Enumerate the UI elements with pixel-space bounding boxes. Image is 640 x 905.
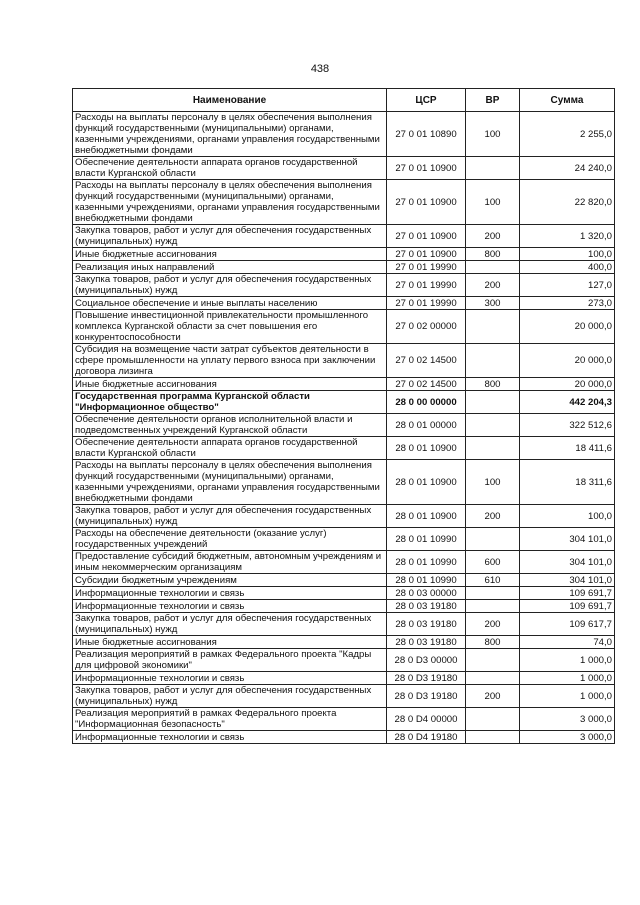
- row-sum-cell: 109 617,7: [520, 613, 615, 636]
- table-row: [73, 297, 615, 310]
- row-sum-cell: 3 000,0: [520, 708, 615, 731]
- row-name-cell: Реализация иных направлений: [73, 261, 387, 274]
- table-row: [73, 672, 615, 685]
- row-csr-cell: 28 0 03 00000: [387, 587, 466, 600]
- row-csr-cell: 28 0 03 19180: [387, 613, 466, 636]
- row-name-cell: Закупка товаров, работ и услуг для обеспечения государственных (муниципальных) нужд: [73, 225, 387, 248]
- row-sum-cell: 109 691,7: [520, 600, 615, 613]
- row-sum-cell: 18 311,6: [520, 460, 615, 505]
- row-vr-cell: [466, 649, 520, 672]
- table-row: [73, 391, 615, 414]
- row-vr-cell: [466, 731, 520, 744]
- row-csr-cell: 27 0 01 10890: [387, 112, 466, 157]
- row-vr-cell: 610: [466, 574, 520, 587]
- row-sum-cell: 2 255,0: [520, 112, 615, 157]
- row-csr-cell: 27 0 01 10900: [387, 248, 466, 261]
- row-name-cell: Реализация мероприятий в рамках Федерального проекта "Кадры для цифровой экономики": [73, 649, 387, 672]
- row-vr-cell: [466, 310, 520, 344]
- table-row: [73, 261, 615, 274]
- row-vr-cell: 100: [466, 460, 520, 505]
- row-vr-cell: [466, 391, 520, 414]
- row-csr-cell: 27 0 01 19990: [387, 274, 466, 297]
- row-csr-cell: 28 0 00 00000: [387, 391, 466, 414]
- row-name-cell: Информационные технологии и связь: [73, 587, 387, 600]
- row-vr-cell: [466, 344, 520, 378]
- row-csr-cell: 28 0 03 19180: [387, 600, 466, 613]
- table-row: [73, 636, 615, 649]
- row-csr-cell: 28 0 01 10990: [387, 574, 466, 587]
- row-sum-cell: 100,0: [520, 248, 615, 261]
- row-csr-cell: 28 0 D3 19180: [387, 672, 466, 685]
- row-csr-cell: 28 0 01 10900: [387, 505, 466, 528]
- row-name-cell: Закупка товаров, работ и услуг для обеспечения государственных (муниципальных) нужд: [73, 613, 387, 636]
- row-name-cell: Повышение инвестиционной привлекательности промышленного комплекса Курганской области за счет повышения его конкурентоспособности: [73, 310, 387, 344]
- row-name-cell: Закупка товаров, работ и услуг для обеспечения государственных (муниципальных) нужд: [73, 505, 387, 528]
- table-row: [73, 437, 615, 460]
- row-csr-cell: 28 0 D4 00000: [387, 708, 466, 731]
- row-sum-cell: 18 411,6: [520, 437, 615, 460]
- row-csr-cell: 27 0 01 19990: [387, 261, 466, 274]
- row-csr-cell: 27 0 02 00000: [387, 310, 466, 344]
- header-csr: ЦСР: [387, 89, 466, 112]
- row-name-cell: Иные бюджетные ассигнования: [73, 636, 387, 649]
- table-row: [73, 731, 615, 744]
- row-vr-cell: 800: [466, 248, 520, 261]
- row-name-cell: Социальное обеспечение и иные выплаты населению: [73, 297, 387, 310]
- row-csr-cell: 27 0 02 14500: [387, 378, 466, 391]
- row-sum-cell: 442 204,3: [520, 391, 615, 414]
- row-sum-cell: 1 000,0: [520, 685, 615, 708]
- row-sum-cell: 304 101,0: [520, 551, 615, 574]
- row-sum-cell: 109 691,7: [520, 587, 615, 600]
- row-csr-cell: 27 0 01 10900: [387, 225, 466, 248]
- row-name-cell: Расходы на выплаты персоналу в целях обеспечения выполнения функций государственными (муниципальными) органами, казенными учреждениями, органами управления государственными внебюджетными фондами: [73, 460, 387, 505]
- row-name-cell: Расходы на обеспечение деятельности (оказание услуг) государственных учреждений: [73, 528, 387, 551]
- table-row: [73, 180, 615, 225]
- row-name-cell: Субсидии бюджетным учреждениям: [73, 574, 387, 587]
- row-vr-cell: 800: [466, 636, 520, 649]
- row-name-cell: Реализация мероприятий в рамках Федерального проекта "Информационная безопасность": [73, 708, 387, 731]
- row-csr-cell: 27 0 01 19990: [387, 297, 466, 310]
- row-name-cell: Расходы на выплаты персоналу в целях обеспечения выполнения функций государственными (муниципальными) органами, казенными учреждениями, органами управления государственными внебюджетными фондами: [73, 180, 387, 225]
- row-csr-cell: 28 0 01 00000: [387, 414, 466, 437]
- row-vr-cell: [466, 157, 520, 180]
- row-csr-cell: 28 0 01 10990: [387, 528, 466, 551]
- header-name: Наименование: [73, 89, 387, 112]
- row-name-cell: Государственная программа Курганской области "Информационное общество": [73, 391, 387, 414]
- row-sum-cell: 1 000,0: [520, 672, 615, 685]
- row-vr-cell: 100: [466, 112, 520, 157]
- row-csr-cell: 27 0 01 10900: [387, 157, 466, 180]
- table-row: [73, 505, 615, 528]
- table-row: [73, 685, 615, 708]
- row-csr-cell: 28 0 01 10900: [387, 460, 466, 505]
- table-row: [73, 157, 615, 180]
- budget-table: [72, 88, 615, 744]
- row-sum-cell: 127,0: [520, 274, 615, 297]
- row-vr-cell: 100: [466, 180, 520, 225]
- row-name-cell: Предоставление субсидий бюджетным, автономным учреждениям и иным некоммерческим организациям: [73, 551, 387, 574]
- row-name-cell: Обеспечение деятельности аппарата органов государственной власти Курганской области: [73, 157, 387, 180]
- row-name-cell: Расходы на выплаты персоналу в целях обеспечения выполнения функций государственными (муниципальными) органами, казенными учреждениями, органами управления государственными внебюджетными фондами: [73, 112, 387, 157]
- row-sum-cell: 1 320,0: [520, 225, 615, 248]
- row-sum-cell: 400,0: [520, 261, 615, 274]
- row-sum-cell: 1 000,0: [520, 649, 615, 672]
- row-vr-cell: 200: [466, 274, 520, 297]
- row-csr-cell: 28 0 D4 19180: [387, 731, 466, 744]
- row-name-cell: Закупка товаров, работ и услуг для обеспечения государственных (муниципальных) нужд: [73, 274, 387, 297]
- table-row: [73, 310, 615, 344]
- row-vr-cell: [466, 437, 520, 460]
- table-row: [73, 587, 615, 600]
- row-sum-cell: 74,0: [520, 636, 615, 649]
- table-row: [73, 414, 615, 437]
- row-vr-cell: [466, 708, 520, 731]
- row-csr-cell: 28 0 03 19180: [387, 636, 466, 649]
- row-vr-cell: [466, 414, 520, 437]
- row-vr-cell: [466, 672, 520, 685]
- row-name-cell: Обеспечение деятельности аппарата органов государственной власти Курганской области: [73, 437, 387, 460]
- row-vr-cell: 800: [466, 378, 520, 391]
- table-row: [73, 248, 615, 261]
- row-sum-cell: 20 000,0: [520, 344, 615, 378]
- row-csr-cell: 28 0 01 10990: [387, 551, 466, 574]
- table-header-row: [73, 89, 615, 112]
- row-sum-cell: 20 000,0: [520, 310, 615, 344]
- table-row: [73, 708, 615, 731]
- row-sum-cell: 100,0: [520, 505, 615, 528]
- row-name-cell: Информационные технологии и связь: [73, 672, 387, 685]
- row-sum-cell: 322 512,6: [520, 414, 615, 437]
- row-sum-cell: 273,0: [520, 297, 615, 310]
- row-name-cell: Субсидия на возмещение части затрат субъектов деятельности в сфере промышленности на уплату первого взноса при заключении договора лизинга: [73, 344, 387, 378]
- row-name-cell: Обеспечение деятельности органов исполнительной власти и подведомственных учреждений Курганской области: [73, 414, 387, 437]
- row-name-cell: Иные бюджетные ассигнования: [73, 248, 387, 261]
- row-sum-cell: 24 240,0: [520, 157, 615, 180]
- row-name-cell: Информационные технологии и связь: [73, 731, 387, 744]
- row-vr-cell: [466, 528, 520, 551]
- table-row: [73, 225, 615, 248]
- table-row: [73, 112, 615, 157]
- row-vr-cell: [466, 261, 520, 274]
- row-csr-cell: 27 0 01 10900: [387, 180, 466, 225]
- row-vr-cell: 200: [466, 685, 520, 708]
- row-sum-cell: 22 820,0: [520, 180, 615, 225]
- row-csr-cell: 28 0 D3 19180: [387, 685, 466, 708]
- row-vr-cell: 200: [466, 505, 520, 528]
- row-name-cell: Иные бюджетные ассигнования: [73, 378, 387, 391]
- table-row: [73, 574, 615, 587]
- row-sum-cell: 3 000,0: [520, 731, 615, 744]
- row-name-cell: Закупка товаров, работ и услуг для обеспечения государственных (муниципальных) нужд: [73, 685, 387, 708]
- table-row: [73, 274, 615, 297]
- header-vr: ВР: [466, 89, 520, 112]
- row-csr-cell: 28 0 D3 00000: [387, 649, 466, 672]
- row-vr-cell: 600: [466, 551, 520, 574]
- table-body: [73, 112, 615, 744]
- row-csr-cell: 27 0 02 14500: [387, 344, 466, 378]
- row-vr-cell: 200: [466, 225, 520, 248]
- row-vr-cell: [466, 600, 520, 613]
- row-vr-cell: [466, 587, 520, 600]
- table-row: [73, 600, 615, 613]
- table-row: [73, 344, 615, 378]
- row-name-cell: Информационные технологии и связь: [73, 600, 387, 613]
- row-csr-cell: 28 0 01 10900: [387, 437, 466, 460]
- row-sum-cell: 20 000,0: [520, 378, 615, 391]
- row-vr-cell: 300: [466, 297, 520, 310]
- table-row: [73, 551, 615, 574]
- table-row: [73, 528, 615, 551]
- header-sum: Сумма: [520, 89, 615, 112]
- table-row: [73, 378, 615, 391]
- page-number: 438: [310, 63, 330, 75]
- row-vr-cell: 200: [466, 613, 520, 636]
- row-sum-cell: 304 101,0: [520, 528, 615, 551]
- row-sum-cell: 304 101,0: [520, 574, 615, 587]
- table-row: [73, 460, 615, 505]
- table-row: [73, 613, 615, 636]
- table-row: [73, 649, 615, 672]
